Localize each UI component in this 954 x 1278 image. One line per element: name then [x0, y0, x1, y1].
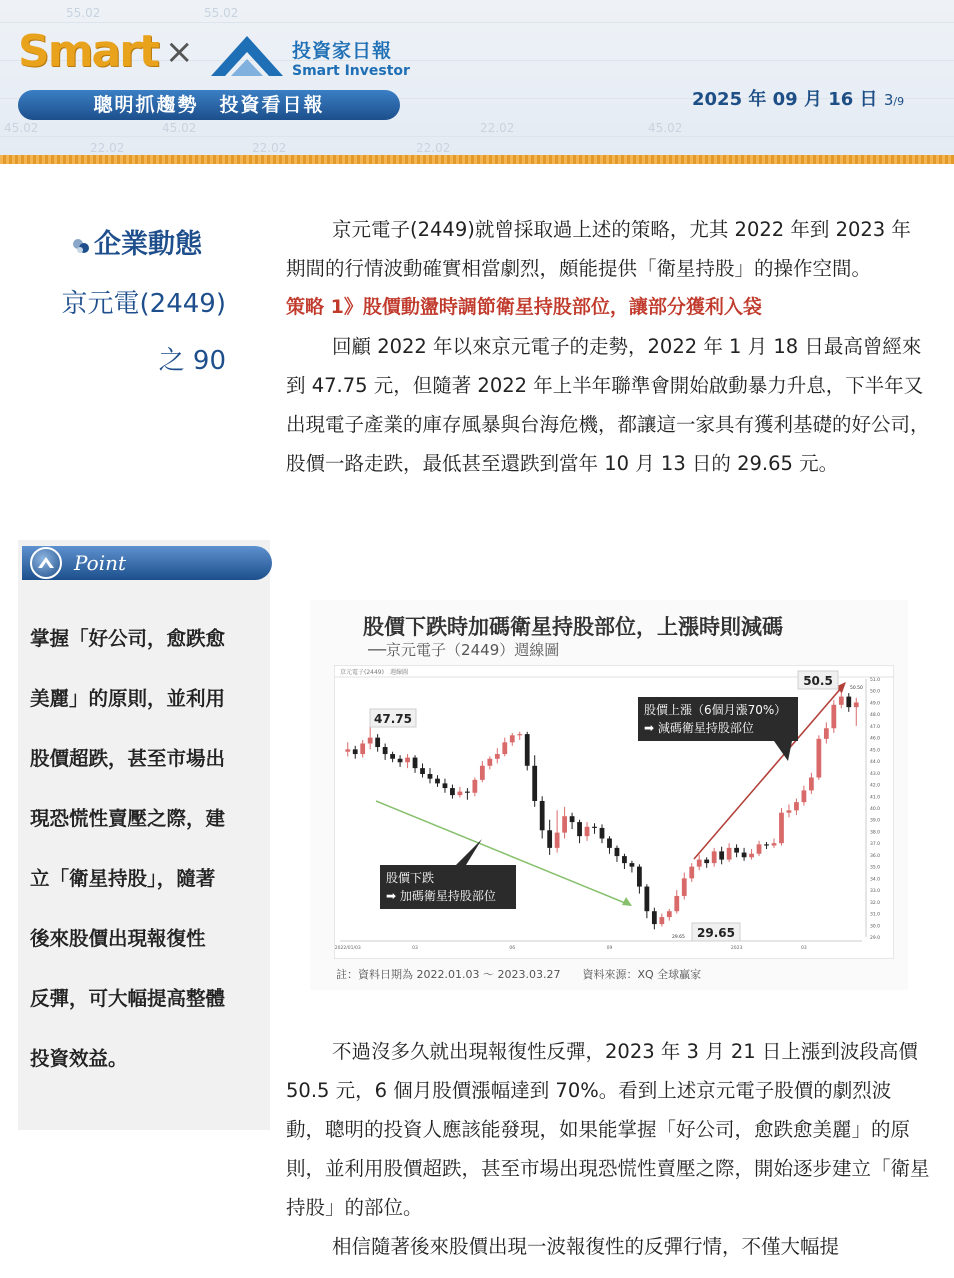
strategy-heading: 策略 1》股價動盪時調節衛星持股部位，讓部分獲利入袋: [286, 296, 762, 318]
y-tick-label: 34.0: [870, 877, 881, 883]
point-summary: [30, 626, 268, 1106]
candle-body: [630, 863, 635, 867]
panel-label: 京元電子(2449) 週線圖: [340, 669, 408, 676]
y-tick-label: 50.0: [870, 689, 881, 695]
ghost-number: 55.02: [204, 6, 239, 20]
candle-body: [383, 747, 388, 754]
y-tick-label: 39.0: [870, 818, 881, 824]
low-2022-label: 29.65: [697, 926, 735, 940]
candle-body: [555, 833, 560, 848]
candle-body: [667, 911, 672, 917]
chart-note: 註：資料日期為 2022.01.03 ～ 2023.03.27 資料來源：XQ 全球贏家: [336, 968, 702, 981]
y-tick-label: 35.0: [870, 865, 881, 871]
ghost-number: 55.02: [66, 6, 101, 20]
candle-body: [689, 867, 694, 879]
candle-body: [742, 853, 747, 858]
candle-body: [734, 848, 739, 853]
candle-body: [637, 867, 642, 887]
y-tick-label: 44.0: [870, 760, 881, 766]
candle-body: [697, 860, 702, 867]
candle-body: [495, 754, 500, 759]
y-tick-label: 47.0: [870, 724, 881, 730]
brand-chinese-name: 投資家日報: [292, 40, 393, 62]
candle-body: [398, 759, 403, 763]
candle-body: [443, 783, 448, 788]
paragraph-rebound: 不過沒多久就出現報復性反彈，2023 年 3 月 21 日上漲到波段高價 50.5 元，6 個月股價漲幅達到 70%。看到上述京元電子股價的劇烈波動，聰明的投資人應該能發現，如果能掌握「好公司，愈跌愈美麗」的原則，並利用股價超跌，甚至市場出現恐慌性賣壓之際，開始逐步建立「衛星持股」的部位。: [286, 1040, 930, 1219]
candle-body: [435, 779, 440, 784]
header-stripe: [0, 155, 954, 164]
candle-body: [757, 844, 762, 853]
candle-body: [712, 851, 717, 863]
page-total: /9: [893, 95, 905, 108]
candle-body: [839, 697, 844, 705]
candle-body: [487, 759, 492, 766]
candle-body: [390, 754, 395, 759]
chart-panel: [334, 665, 894, 959]
slogan-banner: 聰明抓趨勢 投資看日報: [18, 90, 400, 120]
ghost-number: 22.02: [480, 121, 515, 135]
candle-body: [345, 749, 350, 751]
candle-body: [764, 844, 769, 845]
candle-body: [465, 792, 470, 793]
y-tick-label: 40.0: [870, 807, 881, 812]
candle-body: [413, 758, 418, 769]
x-tick-label: 2022/01/03: [334, 946, 361, 951]
page-header: [0, 0, 954, 160]
candle-body: [525, 734, 530, 766]
candle-body: [816, 739, 821, 778]
y-tick-label: 43.0: [870, 771, 881, 777]
y-tick-label: 29.0: [870, 936, 881, 941]
point-line: 股價超跌，甚至市場出: [30, 747, 226, 770]
section-title-text: 企業動態: [94, 229, 202, 260]
article-top: [286, 210, 930, 483]
candle-body: [592, 827, 597, 828]
date-text: 2025 年 09 月 16 日: [692, 89, 878, 110]
page-number: 3: [883, 91, 894, 109]
point-line: 掌握「好公司，愈跌愈: [30, 627, 226, 650]
candle-body: [517, 734, 522, 735]
y-tick-label: 37.0: [870, 842, 881, 848]
candle-body: [510, 735, 515, 742]
candle-body: [570, 816, 575, 822]
candle-body: [360, 744, 365, 755]
x-tick-label: 06: [509, 946, 516, 951]
ghost-number: 45.02: [4, 121, 39, 135]
candle-body: [353, 749, 358, 754]
candle-body: [749, 854, 754, 858]
y-tick-label: 42.0: [870, 783, 881, 789]
candle-body: [615, 848, 620, 856]
candle-body: [547, 830, 552, 848]
candle-body: [846, 697, 851, 708]
candle-body: [607, 838, 612, 847]
point-line: 立「衛星持股」，隨著: [30, 867, 216, 890]
candle-body: [719, 851, 724, 859]
candlestick-chart: [334, 665, 894, 959]
candle-body: [682, 878, 687, 896]
candle-body: [577, 822, 582, 836]
brand-english-name: Smart Investor: [292, 63, 410, 79]
y-tick-label: 36.0: [870, 853, 881, 859]
x-tick-label: 03: [801, 946, 807, 951]
up-box-line1: 股價上漲（6個月漲70%）: [644, 703, 787, 717]
candle-body: [727, 848, 732, 860]
section-bullet-icon: [72, 237, 90, 255]
smart-investor-logo-icon: [207, 32, 287, 78]
low-small-label: 29.65: [672, 935, 685, 940]
y-tick-label: 49.0: [870, 701, 881, 707]
candle-body: [375, 738, 380, 747]
candle-body: [824, 728, 829, 739]
x-tick-label: 09: [606, 946, 613, 951]
candle-body: [831, 705, 836, 728]
candle-body: [772, 843, 777, 845]
candle-body: [450, 788, 455, 795]
candle-body: [704, 860, 709, 864]
candle-body: [405, 758, 410, 763]
candle-body: [480, 766, 485, 780]
header-gridline: [0, 136, 954, 137]
candle-body: [809, 778, 814, 791]
y-tick-label: 38.0: [870, 830, 881, 836]
y-tick-label: 51.0: [870, 678, 881, 683]
candle-body: [622, 856, 627, 863]
high-small-label: 50.50: [850, 686, 863, 691]
times-sign: ×: [165, 32, 194, 72]
candle-body: [802, 790, 807, 802]
ghost-number: 22.02: [252, 141, 287, 155]
point-badge-icon: [30, 547, 62, 579]
section-title: [72, 222, 202, 261]
point-line: 投資效益。: [30, 1047, 128, 1070]
point-line: 反彈，可大幅提高整體: [30, 987, 226, 1010]
candle-body: [600, 828, 605, 839]
header-gridline: [0, 22, 954, 23]
candle-body: [420, 768, 425, 774]
chart-title: 股價下跌時加碼衛星持股部位，上漲時則減碼: [363, 615, 783, 639]
y-tick-label: 48.0: [870, 713, 881, 719]
point-line: 美麗」的原則，並利用: [30, 687, 226, 710]
series-number: 之 90: [158, 346, 226, 376]
article-bottom: [286, 1032, 930, 1266]
smart-logo: Smart: [18, 26, 158, 77]
candle-body: [368, 738, 373, 744]
y-tick-label: 33.0: [870, 889, 881, 895]
candle-body: [659, 917, 664, 924]
issue-date: [692, 85, 904, 111]
down-box-line1: 股價下跌: [386, 871, 435, 885]
x-tick-label: 03: [412, 946, 418, 951]
candle-body: [458, 792, 463, 796]
chart-subtitle: ──京元電子（2449）週線圖: [368, 641, 560, 659]
point-line: 現恐慌性賣壓之際，建: [30, 807, 226, 830]
company-name: 京元電(2449): [61, 289, 226, 319]
y-tick-label: 46.0: [870, 736, 881, 742]
candle-body: [540, 801, 545, 830]
candle-body: [652, 911, 657, 924]
candle-body: [794, 802, 799, 810]
paragraph-intro: 京元電子(2449)就曾採取過上述的策略，尤其 2022 年到 2023 年期間的行情波動確實相當劇烈，頗能提供「衛星持股」的操作空間。: [286, 218, 911, 280]
point-line: 後來股價出現報復性: [30, 927, 206, 950]
high-2022-label: 47.75: [374, 712, 412, 726]
up-box-line2: ➡ 減碼衛星持股部位: [644, 721, 754, 735]
y-tick-label: 30.0: [870, 924, 881, 930]
candle-body: [674, 896, 679, 911]
y-tick-label: 32.0: [870, 900, 881, 906]
candle-body: [502, 742, 507, 754]
candle-body: [428, 774, 433, 779]
candle-body: [644, 887, 649, 912]
x-tick-label: 2023: [730, 946, 743, 951]
down-box-line2: ➡ 加碼衛星持股部位: [386, 889, 496, 903]
paragraph-continued: 相信隨著後來股價出現一波報復性的反彈行情，不僅大幅提: [332, 1235, 840, 1258]
y-tick-label: 41.0: [870, 795, 881, 801]
y-tick-label: 45.0: [870, 748, 881, 754]
candle-body: [585, 827, 590, 836]
ghost-number: 45.02: [162, 121, 197, 135]
candle-body: [779, 813, 784, 843]
candle-body: [854, 702, 859, 707]
candle-body: [472, 780, 477, 793]
candle-body: [532, 766, 537, 801]
y-tick-label: 31.0: [870, 912, 881, 918]
ghost-number: 22.02: [90, 141, 125, 155]
candle-body: [562, 816, 567, 832]
high-2023-label: 50.5: [803, 674, 833, 688]
ghost-number: 45.02: [648, 121, 683, 135]
point-label: Point: [74, 551, 127, 575]
candle-body: [787, 810, 792, 812]
ghost-number: 22.02: [416, 141, 451, 155]
paragraph-decline: 回顧 2022 年以來京元電子的走勢，2022 年 1 月 18 日最高曾經來到 47.75 元，但隨著 2022 年上半年聯準會開始啟動暴力升息，下半年又出現電子產業的庫存風暴與台海危機，都讓這一家具有獲利基礎的好公司，股價一路走跌，最低甚至還跌到當年 10 月 13 日的 29.65 元。: [286, 335, 930, 475]
